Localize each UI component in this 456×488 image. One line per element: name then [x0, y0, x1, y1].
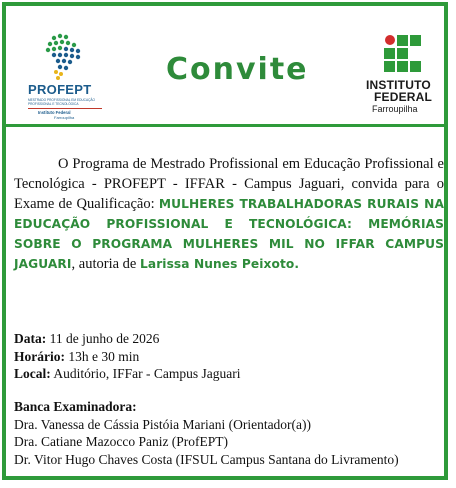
- event-details: [14, 330, 240, 383]
- invitation-body: [14, 154, 444, 274]
- invitation-card: [2, 2, 448, 480]
- board-title: Banca Examinadora:: [14, 399, 137, 414]
- profept-institution: Instituto Federal: [38, 110, 71, 115]
- intro-text: O Programa de Mestrado Profissional em Educação Profissional e Tecnológica - PROFEPT - IFFAR - Campus Jaguari, convida para o Exame de Qualificação:: [14, 156, 444, 212]
- instituto-federal-logo: [366, 34, 446, 119]
- location-label: Local:: [14, 366, 51, 381]
- invitation-paragraph: [14, 154, 444, 274]
- time-label: Horário:: [14, 348, 65, 364]
- board-member: Dra. Catiane Mazocco Paniz (ProfEPT): [14, 434, 229, 449]
- time-value: 13h e 30 min: [64, 348, 140, 364]
- date-value: 11 de junho de 2026: [46, 331, 160, 346]
- if-campus: Farroupilha: [372, 104, 418, 114]
- location-value: Auditório, IFFar - Campus Jaguari: [50, 366, 241, 381]
- date-row: [14, 330, 240, 348]
- profept-wordmark: PROFEPT: [28, 82, 92, 97]
- profept-campus: Farroupilha: [54, 115, 75, 120]
- header-divider: [6, 124, 444, 127]
- brazil-map-icon: [20, 26, 110, 82]
- if-grid-icon: [384, 34, 424, 74]
- profept-logo: [20, 26, 120, 120]
- thesis-title: MULHERES TRABALHADORAS RURAIS NA EDUCAÇÃO PROFISSIONAL E TECNOLÓGICA: MEMÓRIAS SOBRE O PROGRAMA MULHERES MIL NO IFFAR CAMPUS JAGUARI: [14, 197, 444, 271]
- if-line1: INSTITUTO: [366, 78, 431, 92]
- author-name: Larissa Nunes Peixoto.: [140, 257, 300, 271]
- header: [6, 6, 444, 124]
- profept-subtitle: MESTRADO PROFISSIONAL EM EDUCAÇÃO PROFISSIONAL E TECNOLÓGICA: [28, 98, 96, 106]
- author-connector: , autoria de: [71, 256, 140, 272]
- page-title: Convite: [166, 52, 309, 87]
- examination-board: [14, 398, 399, 468]
- location-row: [14, 365, 240, 383]
- date-label: Data:: [14, 331, 47, 346]
- board-member: Dr. Vitor Hugo Chaves Costa (IFSUL Campus Santana do Livramento): [14, 451, 399, 467]
- profept-divider: [28, 108, 102, 109]
- if-line2: FEDERAL: [374, 90, 433, 104]
- time-row: [14, 348, 240, 366]
- board-member: Dra. Vanessa de Cássia Pistóia Mariani (Orientador(a)): [14, 416, 312, 432]
